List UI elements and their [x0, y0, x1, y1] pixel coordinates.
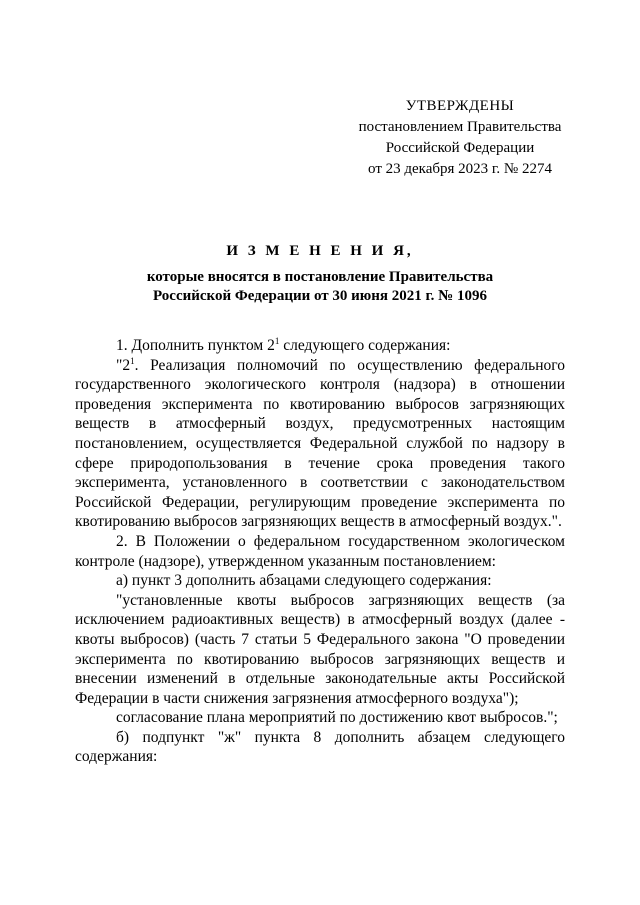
paragraph-1-tail: следующего содержания:: [279, 337, 451, 354]
subtitle-line-2: Российской Федерации от 30 июня 2021 г. № 1096: [153, 288, 487, 304]
approval-title: УТВЕРЖДЕНЫ: [405, 98, 515, 114]
paragraph-1: [75, 336, 565, 356]
paragraph-7: б) подпункт "ж" пункта 8 дополнить абзацем следующего содержания:: [75, 728, 565, 766]
paragraph-3: 2. В Положении о федеральном государственном экологическом контроле (надзоре), утвержденном указанным постановлением:: [75, 532, 565, 570]
paragraph-4: а) пункт 3 дополнить абзацами следующего содержания:: [116, 572, 492, 590]
document-heading: [0, 241, 640, 306]
subtitle-line-1: которые вносятся в постановление Правительства: [146, 269, 494, 285]
document-subtitle: [0, 268, 640, 306]
approval-line-3: от 23 декабря 2023 г. № 2274: [368, 161, 552, 177]
approval-line-2: Российской Федерации: [385, 140, 535, 156]
document-title: И З М Е Н Е Н И Я,: [226, 243, 414, 259]
paragraph-1-text: 1. Дополнить пунктом 2: [116, 337, 275, 354]
paragraph-6: согласование плана мероприятий по достижению квот выбросов.";: [116, 709, 558, 727]
paragraph-2-text: . Реализация полномочий по осуществлению федерального государственного экологического контроля (надзора) в отношении проведения эксперимента по квотированию выбросов загрязняющих веществ в атмосферный воздух, предусмотренных настоящим постановлением, осуществляется Федеральной службой по надзору в сфере природопользования в течение срока проведения такого эксперимента, установленного в соответствии с законодательством Российской Федерации, регулирующим проведение эксперимента по квотированию выбросов загрязняющих веществ в атмосферный воздух.".: [75, 356, 565, 531]
approval-line-1: постановлением Правительства: [358, 119, 562, 135]
document-body: [75, 336, 565, 767]
superscript: 1: [274, 335, 280, 346]
paragraph-2: [75, 356, 565, 532]
paragraph-2-number: "2: [116, 356, 131, 374]
approval-block: [340, 96, 580, 180]
superscript: 1: [130, 355, 135, 366]
paragraph-5: "установленные квоты выбросов загрязняющих веществ (за исключением радиоактивных веществ) в атмосферный воздух (далее - квоты выбросов) (часть 7 статьи 5 Федерального закона "О проведении эксперимента по квотированию выбросов загрязняющих веществ и внесении изменений в отдельные законодательные акты Российской Федерации в части снижения загрязнения атмосферного воздуха");: [75, 591, 565, 707]
